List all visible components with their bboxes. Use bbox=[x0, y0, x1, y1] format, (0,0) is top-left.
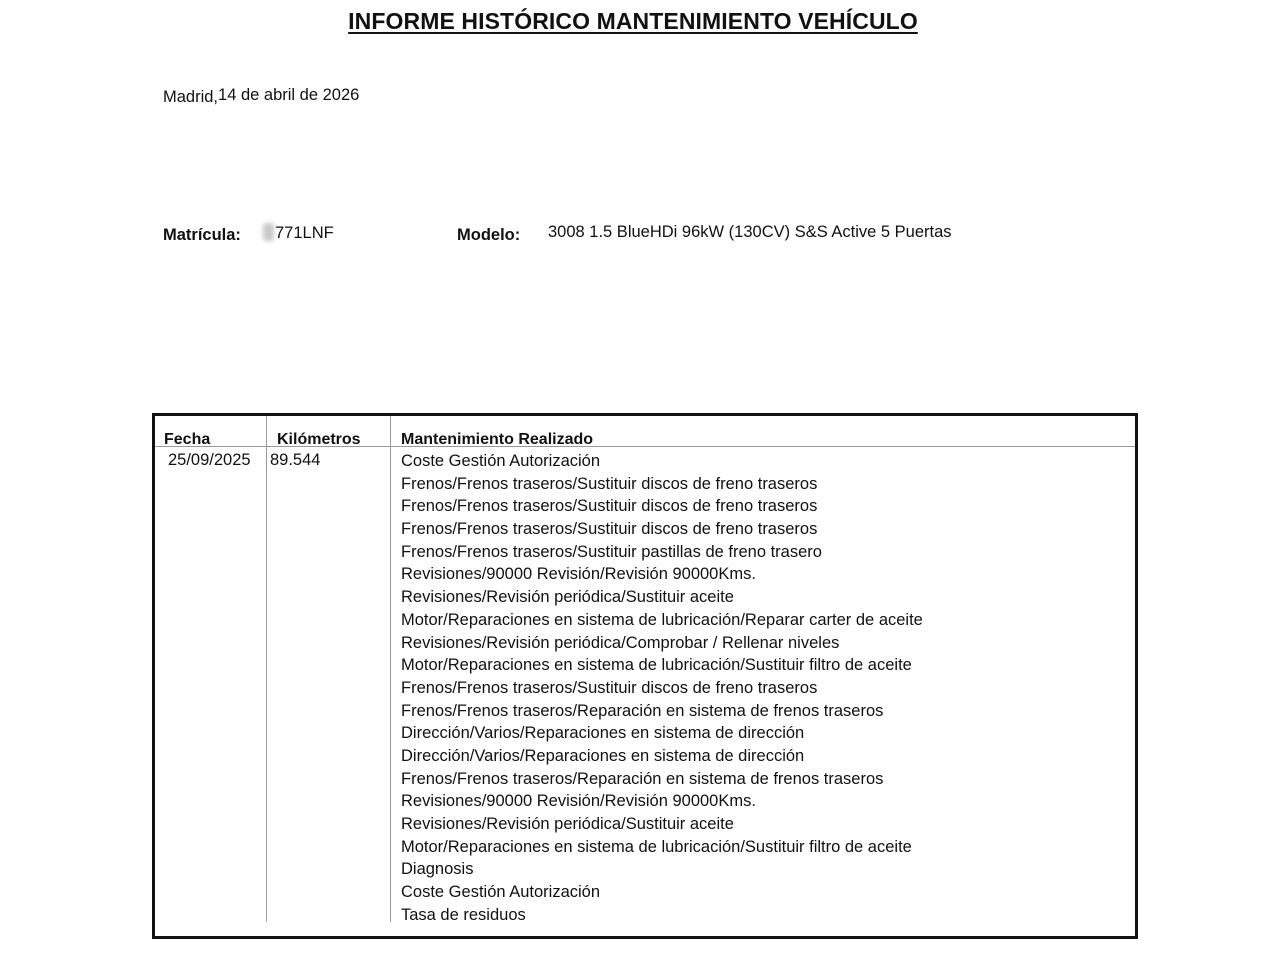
plate-value: 771LNF bbox=[275, 224, 334, 242]
list-item: Revisiones/Revisión periódica/Sustituir aceite bbox=[401, 588, 734, 607]
header-maintenance: Mantenimiento Realizado bbox=[401, 431, 594, 448]
list-item: Dirección/Varios/Reparaciones en sistema de dirección bbox=[401, 724, 805, 743]
header-km: Kilómetros bbox=[277, 431, 361, 448]
list-item: Revisiones/Revisión periódica/Comprobar / Rellenar niveles bbox=[401, 633, 840, 652]
redacted-mark bbox=[263, 223, 274, 241]
list-item: Motor/Reparaciones en sistema de lubricación/Reparar carter de aceite bbox=[401, 610, 923, 629]
place-date bbox=[163, 86, 359, 105]
maintenance-list bbox=[401, 450, 923, 926]
column-divider bbox=[266, 416, 267, 922]
list-item: Diagnosis bbox=[401, 860, 474, 879]
list-item: Frenos/Frenos traseros/Sustituir discos de freno traseros bbox=[401, 474, 818, 493]
report-place: Madrid, bbox=[163, 88, 219, 106]
plate-field bbox=[263, 223, 334, 243]
list-item: Frenos/Frenos traseros/Sustituir discos de freno traseros bbox=[401, 497, 818, 516]
list-item: Frenos/Frenos traseros/Reparación en sistema de frenos traseros bbox=[401, 769, 884, 788]
row-km: 89.544 bbox=[270, 451, 321, 469]
list-item: Motor/Reparaciones en sistema de lubricación/Sustituir filtro de aceite bbox=[401, 837, 912, 856]
list-item: Frenos/Frenos traseros/Reparación en sistema de frenos traseros bbox=[401, 701, 884, 720]
model-label: Modelo: bbox=[457, 226, 521, 244]
list-item: Tasa de residuos bbox=[401, 905, 526, 924]
list-item: Frenos/Frenos traseros/Sustituir discos de freno traseros bbox=[401, 678, 818, 697]
maintenance-table bbox=[152, 413, 1138, 939]
list-item: Motor/Reparaciones en sistema de lubricación/Sustituir filtro de aceite bbox=[401, 656, 912, 675]
header-date: Fecha bbox=[164, 431, 211, 448]
list-item: Coste Gestión Autorización bbox=[401, 883, 601, 902]
plate-label: Matrícula: bbox=[163, 226, 241, 244]
report-title: INFORME HISTÓRICO MANTENIMIENTO VEHÍCULO bbox=[348, 8, 918, 34]
list-item: Frenos/Frenos traseros/Sustituir discos de freno traseros bbox=[401, 520, 818, 539]
column-divider bbox=[390, 416, 391, 922]
list-item: Dirección/Varios/Reparaciones en sistema de dirección bbox=[401, 746, 805, 765]
row-date: 25/09/2025 bbox=[168, 451, 251, 469]
list-item: Coste Gestión Autorización bbox=[401, 452, 601, 470]
report-date: 14 de abril de 2026 bbox=[218, 86, 360, 104]
list-item: Revisiones/90000 Revisión/Revisión 90000Kms. bbox=[401, 792, 756, 811]
list-item: Frenos/Frenos traseros/Sustituir pastillas de freno trasero bbox=[401, 542, 822, 561]
list-item: Revisiones/90000 Revisión/Revisión 90000Kms. bbox=[401, 565, 756, 584]
list-item: Revisiones/Revisión periódica/Sustituir aceite bbox=[401, 815, 734, 833]
model-value: 3008 1.5 BlueHDi 96kW (130CV) S&S Active 5 Puertas bbox=[548, 223, 952, 241]
